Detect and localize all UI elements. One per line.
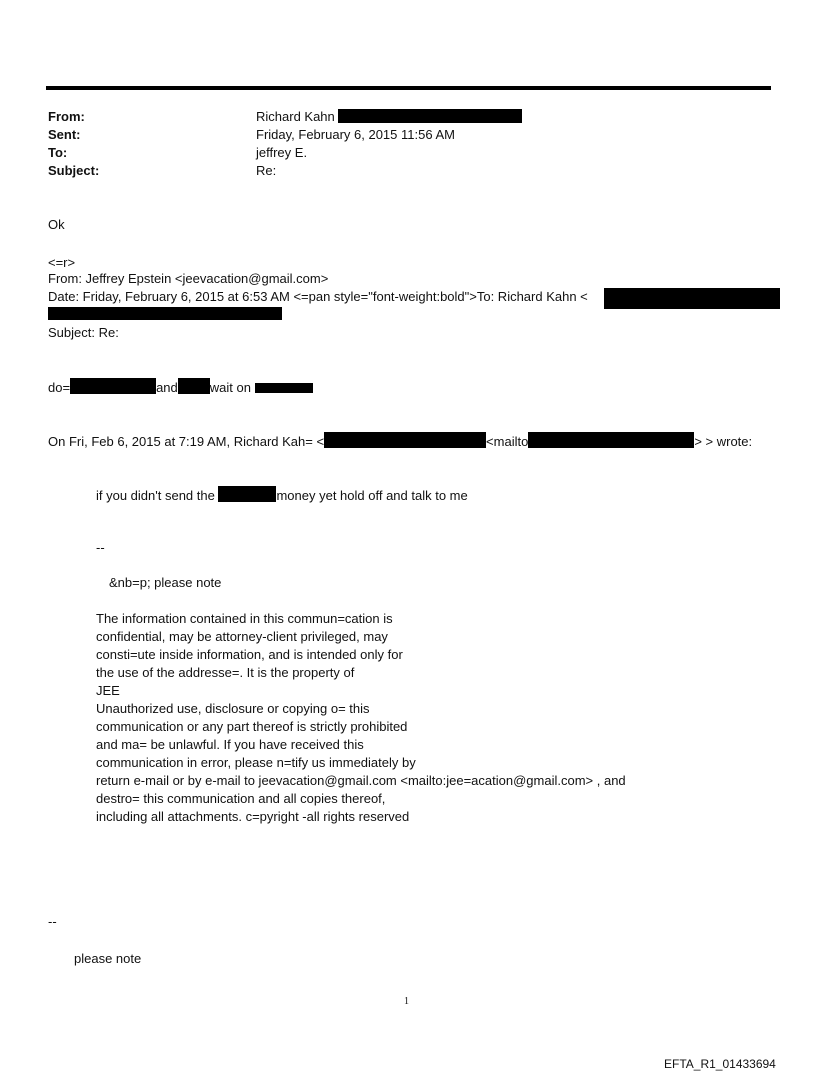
instruction-line bbox=[48, 378, 313, 396]
from-value: Richard Kahn bbox=[256, 109, 335, 124]
disclaimer-line: communication in error, please n=tify us immediately by bbox=[96, 755, 416, 770]
to-value: jeffrey E. bbox=[256, 145, 308, 160]
quoted-subject: Subject: Re: bbox=[48, 325, 119, 340]
on-date-line bbox=[48, 432, 752, 450]
signature-dash: -- bbox=[96, 540, 105, 555]
disclaimer-line: and ma= be unlawful. If you have received this bbox=[96, 737, 364, 752]
disclaimer-line: the use of the addresse=. It is the property of bbox=[96, 665, 355, 680]
reply-text: Ok bbox=[48, 217, 65, 232]
disclaimer-line: including all attachments. c=pyright -all rights reserved bbox=[96, 809, 410, 824]
subject-value: Re: bbox=[256, 163, 277, 178]
redaction-from-email bbox=[338, 109, 522, 123]
sent-label: Sent: bbox=[48, 127, 81, 142]
redaction-instr-3 bbox=[255, 383, 313, 393]
redaction-instr-2 bbox=[178, 378, 210, 394]
disclaimer-line: return e-mail or by e-mail to jeevacation@gmail.com <mailto:jee=acation@gmail.com> , and bbox=[96, 773, 626, 788]
disclaimer-line: confidential, may be attorney-client privileged, may bbox=[96, 629, 388, 644]
on-date-prefix: On Fri, Feb 6, 2015 at 7:19 AM, Richard Kah= < bbox=[48, 434, 325, 449]
instr-and: and bbox=[156, 380, 178, 395]
disclaimer-line: Unauthorized use, disclosure or copying o= this bbox=[96, 701, 370, 716]
instr-do: do= bbox=[48, 380, 71, 395]
disclaimer-line: consti=ute inside information, and is intended only for bbox=[96, 647, 403, 662]
subject-label: Subject: bbox=[48, 163, 100, 178]
marker-text: <=r> bbox=[48, 255, 76, 270]
document-id: EFTA_R1_01433694 bbox=[664, 1057, 776, 1071]
footer-note: please note bbox=[74, 951, 142, 966]
redaction-to-email-2 bbox=[48, 307, 282, 320]
instr-wait: wait on bbox=[209, 380, 251, 395]
redaction-mailto-email bbox=[528, 432, 694, 448]
header-rule bbox=[46, 86, 771, 90]
please-note-line: &nb=p; please note bbox=[109, 575, 222, 590]
on-date-mailto: <mailto bbox=[486, 434, 529, 449]
inner-message bbox=[96, 486, 468, 504]
disclaimer bbox=[96, 610, 626, 826]
footer-dash: -- bbox=[48, 914, 57, 929]
from-label: From: bbox=[48, 109, 85, 124]
redaction-to-email-1 bbox=[604, 288, 780, 309]
redaction-instr-1 bbox=[70, 378, 156, 394]
sent-value: Friday, February 6, 2015 11:56 AM bbox=[256, 127, 455, 142]
to-label: To: bbox=[48, 145, 68, 160]
disclaimer-line: The information contained in this commun=cation is bbox=[96, 611, 393, 626]
disclaimer-line: destro= this communication and all copies thereof, bbox=[96, 791, 386, 806]
redaction-sender-email bbox=[324, 432, 486, 448]
inner-post: money yet hold off and talk to me bbox=[276, 488, 468, 503]
page-number: 1 bbox=[404, 996, 409, 1007]
quoted-from: From: Jeffrey Epstein <jeevacation@gmail.com> bbox=[48, 271, 329, 286]
on-date-wrote: > > wrote: bbox=[694, 434, 753, 449]
quoted-date: Date: Friday, February 6, 2015 at 6:53 AM <=pan style="font-weight:bold">To: Richard Kahn < bbox=[48, 289, 588, 304]
disclaimer-line: JEE bbox=[96, 683, 120, 698]
redaction-inner bbox=[218, 486, 276, 502]
inner-pre: if you didn't send the bbox=[96, 488, 215, 503]
disclaimer-line: communication or any part thereof is strictly prohibited bbox=[96, 719, 408, 734]
